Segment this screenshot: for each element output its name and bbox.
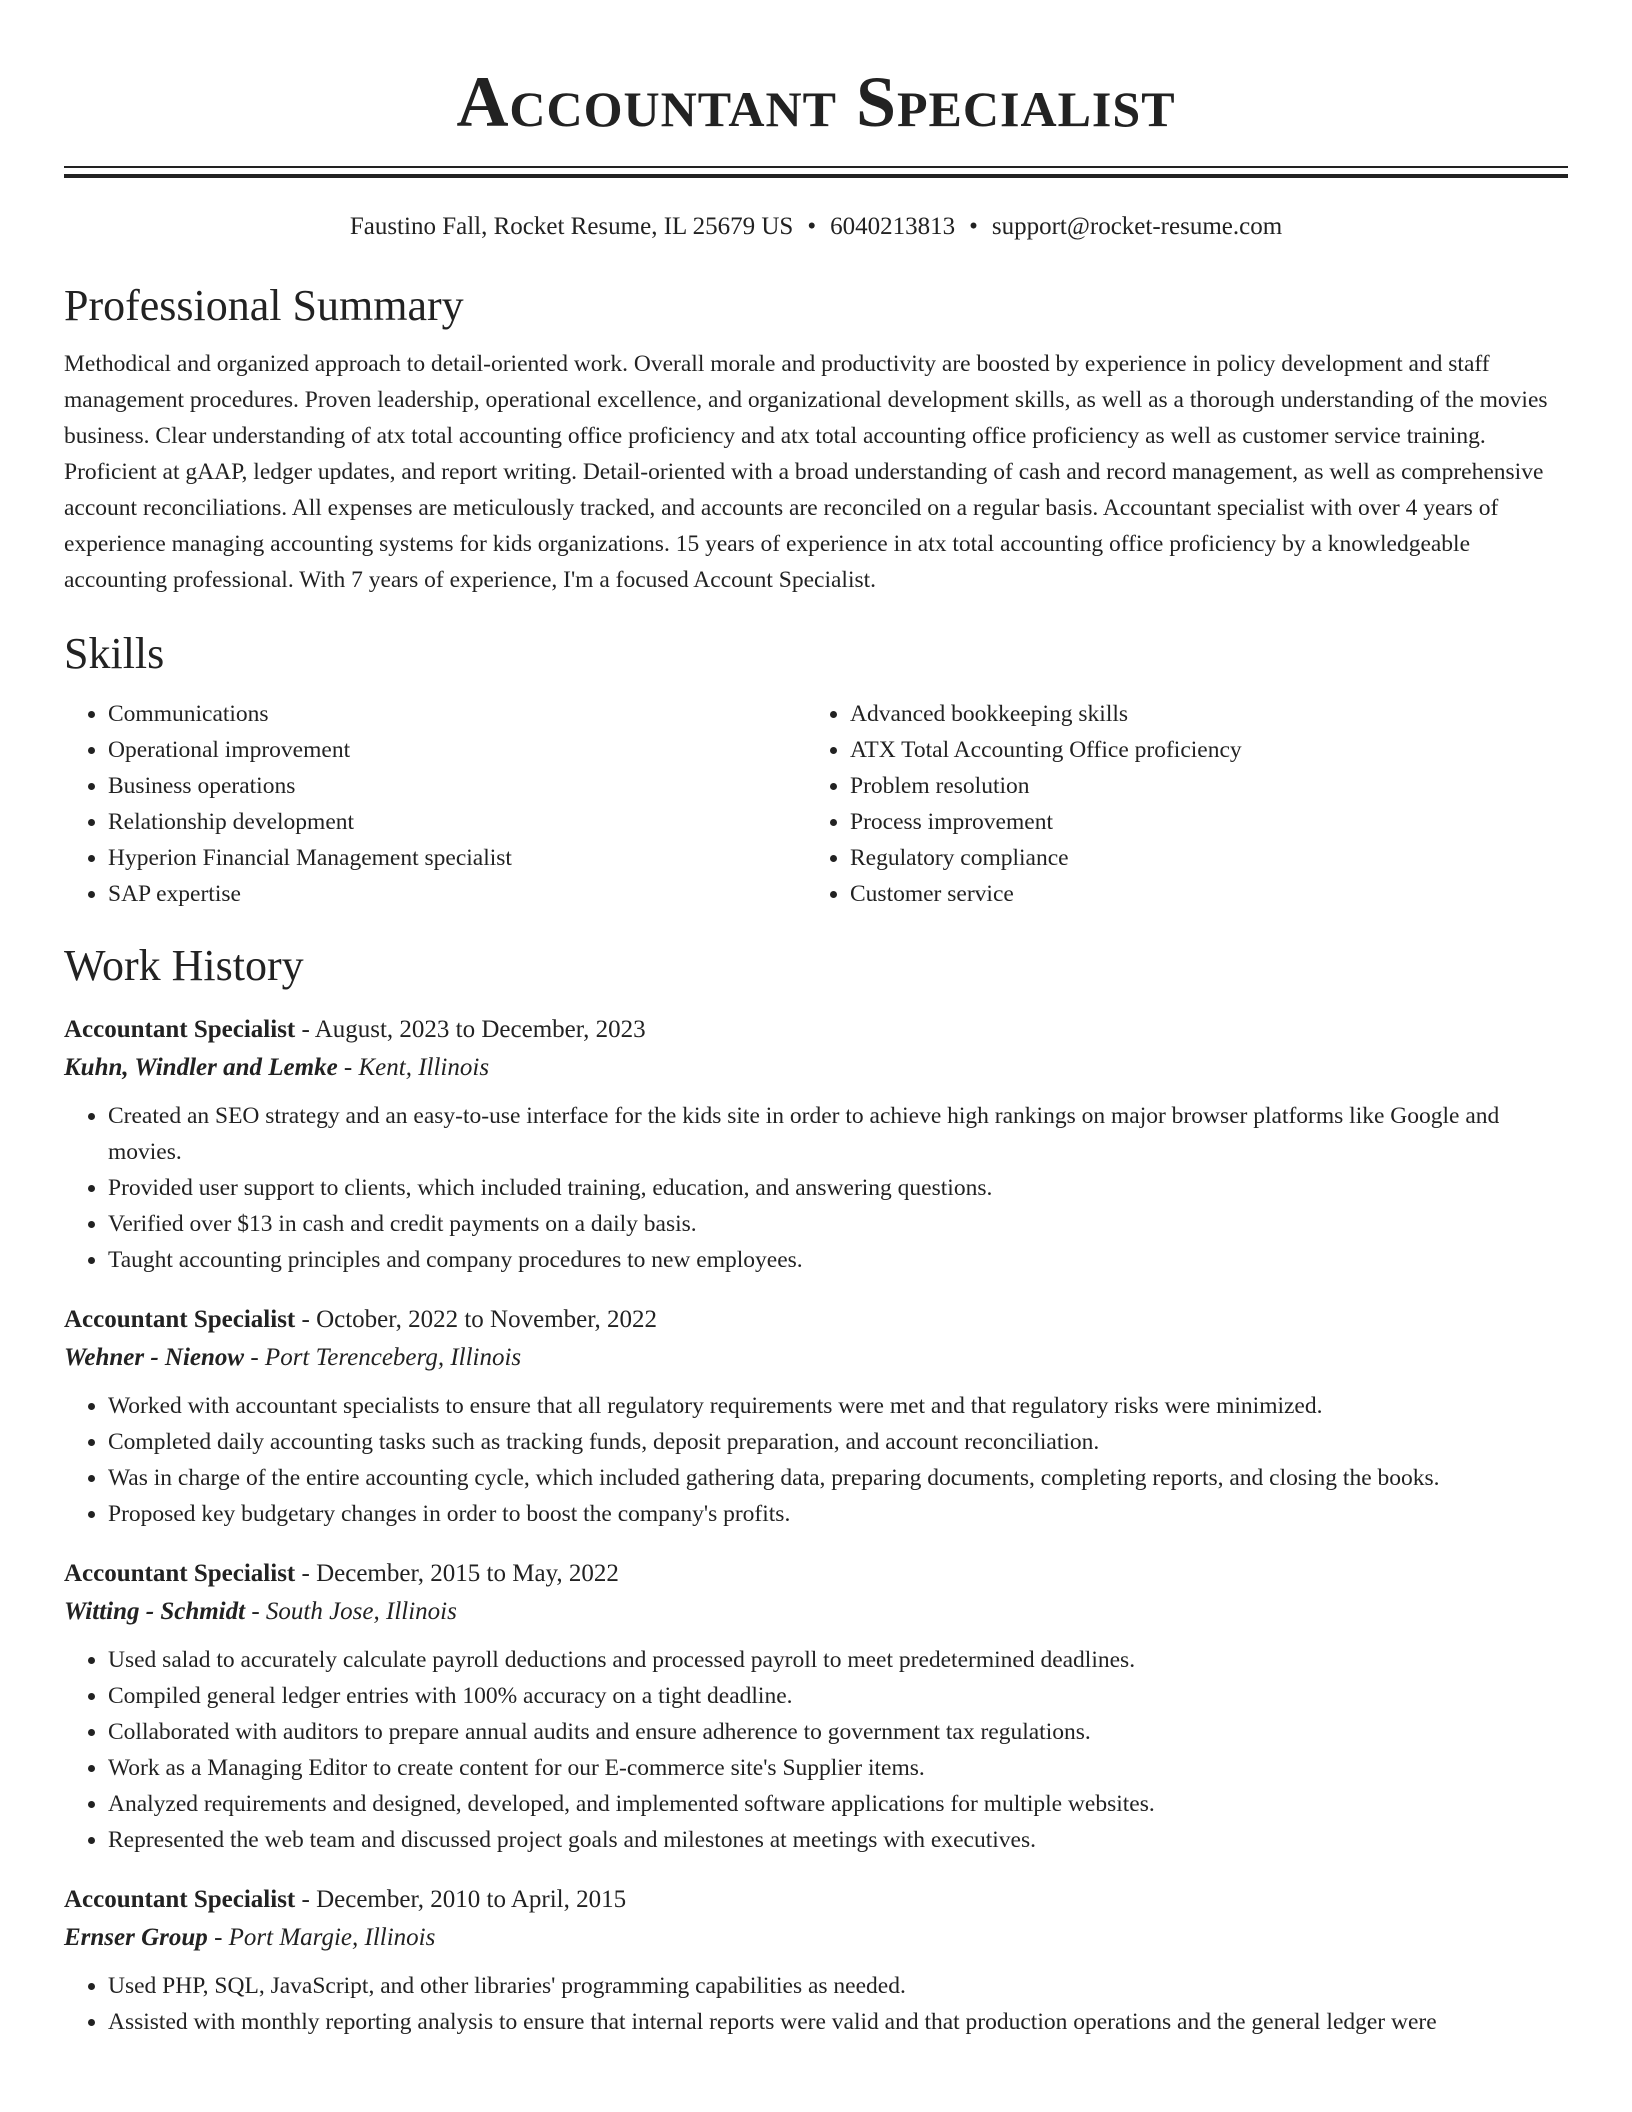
skill-item: • ATX Total Accounting Office proficiency: [850, 732, 1548, 768]
contact-separator: •: [807, 213, 817, 240]
job-bullet: • Work as a Managing Editor to create content for our E-commerce site's Supplier items.: [108, 1750, 1568, 1786]
contact-line: [64, 212, 1568, 242]
job-bullet: • Provided user support to clients, which included training, education, and answering questions.: [108, 1170, 1568, 1206]
skill-item: • SAP expertise: [108, 876, 806, 912]
job-title-line: [64, 1882, 1568, 1918]
job-location: - Kent, Illinois: [337, 1054, 490, 1081]
job-dates: - August, 2023 to December, 2023: [295, 1016, 646, 1043]
job-bullet: • Compiled general ledger entries with 100% accuracy on a tight deadline.: [108, 1678, 1568, 1714]
contact-phone: 6040213813: [830, 213, 956, 240]
work-history-heading: Work History: [64, 941, 304, 990]
job-company-line: [64, 1592, 1568, 1632]
job-company-line: [64, 1048, 1568, 1088]
job-bullet: • Was in charge of the entire accounting cycle, which included gathering data, preparing documents, completing reports, and closing the books.: [108, 1460, 1568, 1496]
title-rule-thick: [64, 174, 1568, 178]
skill-item: • Operational improvement: [108, 732, 806, 768]
job-bullet: • Collaborated with auditors to prepare annual audits and ensure adherence to government tax regulations.: [108, 1714, 1568, 1750]
job-entry: [64, 1012, 1568, 1278]
skill-item: • Regulatory compliance: [850, 840, 1548, 876]
job-title: Accountant Specialist: [64, 1306, 296, 1333]
job-bullet: • Worked with accountant specialists to ensure that all regulatory requirements were met and that regulatory risks were minimized.: [108, 1388, 1568, 1424]
job-bullet: • Completed daily accounting tasks such as tracking funds, deposit preparation, and account reconciliation.: [108, 1424, 1568, 1460]
job-bullet: • Used PHP, SQL, JavaScript, and other libraries' programming capabilities as needed.: [108, 1968, 1568, 2004]
summary-heading: Professional Summary: [64, 281, 464, 330]
job-dates: - December, 2010 to April, 2015: [295, 1886, 627, 1913]
job-location: - Port Margie, Illinois: [207, 1924, 436, 1951]
skills-list: [64, 696, 1568, 912]
job-bullet: • Created an SEO strategy and an easy-to-use interface for the kids site in order to achieve high rankings on major browser platforms like Google and movies.: [108, 1098, 1568, 1170]
job-title-line: [64, 1302, 1568, 1338]
skill-item: • Process improvement: [850, 804, 1548, 840]
skill-item: • Customer service: [850, 876, 1548, 912]
job-title-line: [64, 1012, 1568, 1048]
job-entry: [64, 1556, 1568, 1858]
summary-text: Methodical and organized approach to detail-oriented work. Overall morale and productivity are boosted by experience in policy development and staff management procedures. Proven leadership, operational excellence, and organizational development skills, as well as a thorough understanding of the movies business. Clear understanding of atx total accounting office proficiency and atx total accounting office proficiency as well as customer service training. Proficient at gAAP, ledger updates, and report writing. Detail-oriented with a broad understanding of cash and record management, as well as comprehensive account reconciliations. All expenses are meticulously tracked, and accounts are reconciled on a regular basis. Accountant specialist with over 4 years of experience managing accounting systems for kids organizations. 15 years of experience in atx total accounting office proficiency by a knowledgeable accounting professional. With 7 years of experience, I'm a focused Account Specialist.: [64, 351, 1548, 593]
skill-item: • Relationship development: [108, 804, 806, 840]
job-title: Accountant Specialist: [64, 1886, 296, 1913]
skill-item: • Communications: [108, 696, 806, 732]
skill-item: • Hyperion Financial Management specialist: [108, 840, 806, 876]
job-company-line: [64, 1918, 1568, 1958]
job-title: Accountant Specialist: [64, 1016, 296, 1043]
contact-address: Faustino Fall, Rocket Resume, IL 25679 US: [349, 213, 794, 240]
job-bullets: [64, 1388, 1568, 1532]
skills-column-right: [806, 696, 1548, 912]
skills-column-left: [64, 696, 806, 912]
job-company-line: [64, 1338, 1568, 1378]
skill-item: • Advanced bookkeeping skills: [850, 696, 1548, 732]
contact-separator: •: [969, 213, 978, 240]
job-title-line: [64, 1556, 1568, 1592]
job-bullets: [64, 1642, 1568, 1858]
job-bullet: • Taught accounting principles and company procedures to new employees.: [108, 1242, 1568, 1278]
job-title: Accountant Specialist: [64, 1560, 296, 1587]
resume-page: [64, 0, 1568, 2040]
job-bullets: [64, 1098, 1568, 1278]
job-company: Kuhn, Windler and Lemke: [64, 1054, 338, 1081]
contact-email: support@rocket-resume.com: [991, 213, 1283, 240]
resume-title: Accountant Specialist: [456, 62, 1176, 142]
skill-item: • Problem resolution: [850, 768, 1548, 804]
job-bullet: • Used salad to accurately calculate payroll deductions and processed payroll to meet predetermined deadlines.: [108, 1642, 1568, 1678]
job-bullet: • Analyzed requirements and designed, developed, and implemented software applications for multiple websites.: [108, 1786, 1568, 1822]
job-entry: [64, 1882, 1568, 2040]
job-bullet: • Verified over $13 in cash and credit payments on a daily basis.: [108, 1206, 1568, 1242]
skills-heading: Skills: [64, 629, 165, 678]
job-entry: [64, 1302, 1568, 1532]
job-company: Ernser Group: [64, 1924, 208, 1951]
job-company: Witting - Schmidt: [64, 1598, 246, 1625]
job-bullet: • Proposed key budgetary changes in order to boost the company's profits.: [108, 1496, 1568, 1532]
job-bullet: • Assisted with monthly reporting analysis to ensure that internal reports were valid and that production operations and the general ledger were: [108, 2004, 1568, 2040]
title-rule-thin: [64, 166, 1568, 168]
job-dates: - December, 2015 to May, 2022: [295, 1560, 619, 1587]
job-bullets: [64, 1968, 1568, 2040]
job-bullet: • Represented the web team and discussed project goals and milestones at meetings with executives.: [108, 1822, 1568, 1858]
job-dates: - October, 2022 to November, 2022: [295, 1306, 658, 1333]
job-location: - South Jose, Illinois: [245, 1598, 457, 1625]
job-location: - Port Terenceberg, Illinois: [244, 1344, 522, 1371]
skill-item: • Business operations: [108, 768, 806, 804]
job-company: Wehner - Nienow: [64, 1344, 245, 1371]
